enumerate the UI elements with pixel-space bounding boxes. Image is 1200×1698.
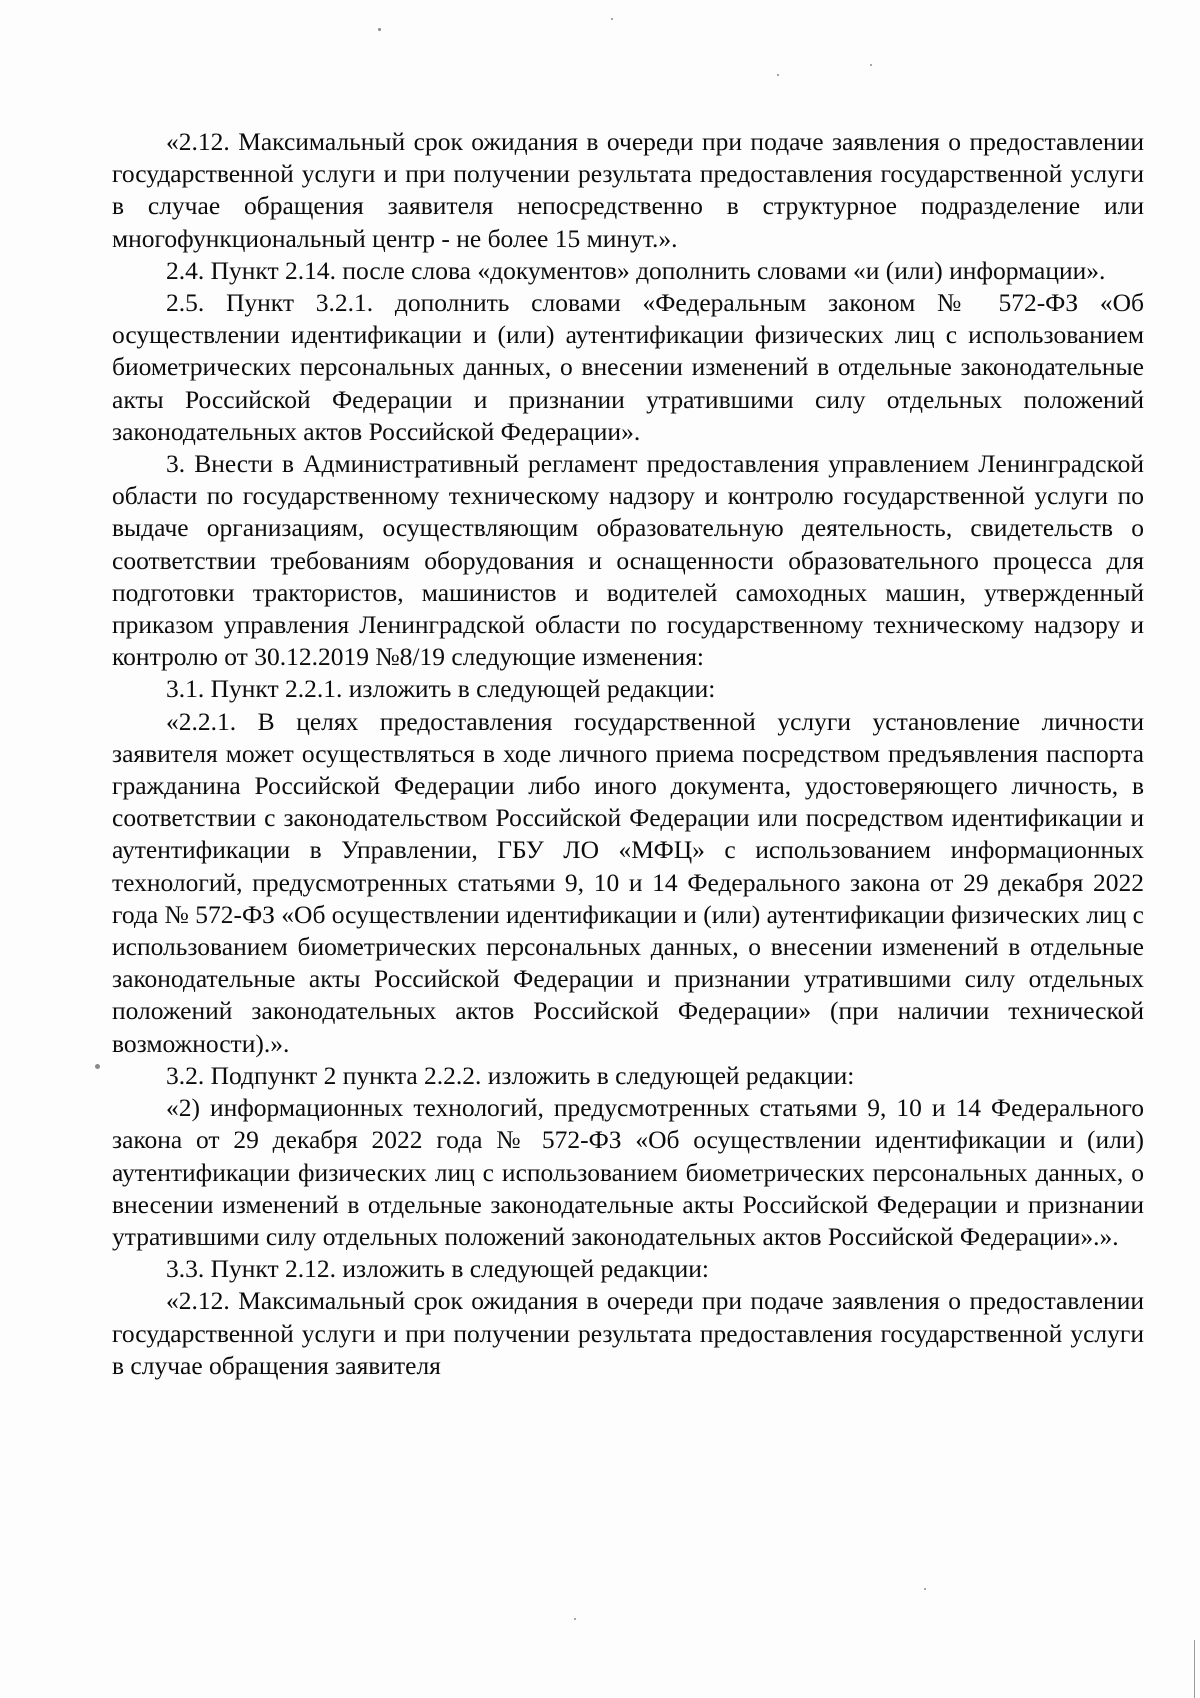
scan-speck <box>574 1618 576 1620</box>
document-body <box>112 126 1144 1382</box>
scan-speck <box>870 64 872 66</box>
paragraph-3: 3. Внести в Административный регламент предоставления управлением Ленинградской области по государственному техническому надзору и контролю государственной услуги по выдаче организациям, осуществляющим образовательную деятельность, свидетельств о соответствии требованиям оборудования и оснащенности образовательного процесса для подготовки трактористов, машинистов и водителей самоходных машин, утвержденный приказом управления Ленинградской области по государственному техническому надзору и контролю от 30.12.2019 №8/19 следующие изменения: <box>112 449 1144 672</box>
scan-speck <box>378 28 381 31</box>
paragraph-3-2: 3.2. Подпункт 2 пункта 2.2.2. изложить в следующей редакции: <box>166 1060 855 1090</box>
scan-speck <box>777 74 779 76</box>
scan-speck <box>95 1064 100 1069</box>
scan-speck <box>924 1588 926 1590</box>
paragraph-subitem-2-quote: «2) информационных технологий, предусмотренных статьями 9, 10 и 14 Федерального закона от 29 декабря 2022 года № 572-ФЗ «Об осуществлении идентификации и (или) аутентификации физических лиц с использованием биометрических персональных данных, о внесении изменений в отдельные законодательные акты Российской Федерации и признании утратившими силу отдельных положений законодательных актов Российской Федерации».». <box>112 1093 1144 1251</box>
scan-speck <box>611 18 613 20</box>
paragraph-2-5: 2.5. Пункт 3.2.1. дополнить словами «Федеральным законом № 572-ФЗ «Об осуществлении идентификации и (или) аутентификации физических лиц с использованием биометрических персональных данных, о внесении изменений в отдельные законодательные акты Российской Федерации и признании утратившими силу отдельных положений законодательных актов Российской Федерации». <box>112 288 1144 446</box>
scan-edge-line <box>1194 1640 1195 1698</box>
paragraph-3-1: 3.1. Пункт 2.2.1. изложить в следующей редакции: <box>166 674 716 704</box>
paragraph-2-12-quote-continued: «2.12. Максимальный срок ожидания в очереди при подаче заявления о предоставлении государственной услуги и при получении результата предоставления государственной услуги в случае обращения заявителя <box>112 1286 1144 1380</box>
paragraph-2-12-quote: «2.12. Максимальный срок ожидания в очереди при подаче заявления о предоставлении государственной услуги и при получении результата предоставления государственной услуги в случае обращения заявителя непосредственно в структурное подразделение или многофункциональный центр - не более 15 минут.». <box>112 127 1144 253</box>
paragraph-3-3: 3.3. Пункт 2.12. изложить в следующей редакции: <box>166 1254 709 1284</box>
paragraph-2-2-1-quote: «2.2.1. В целях предоставления государственной услуги установление личности заявителя может осуществляться в ходе личного приема посредством предъявления паспорта гражданина Российской Федерации либо иного документа, удостоверяющего личность, в соответствии с законодательством Российской Федерации или посредством идентификации и аутентификации в Управлении, ГБУ ЛО «МФЦ» с использованием информационных технологий, предусмотренных статьями 9, 10 и 14 Федерального закона от 29 декабря 2022 года № 572-ФЗ «Об осуществлении идентификации и (или) аутентификации физических лиц с использованием биометрических персональных данных, о внесении изменений в отдельные законодательные акты Российской Федерации и признании утратившими силу отдельных положений законодательных актов Российской Федерации» (при наличии технической возможности).». <box>112 706 1144 1058</box>
paragraph-2-4: 2.4. Пункт 2.14. после слова «документов» дополнить словами «и (или) информации». <box>166 255 1106 285</box>
